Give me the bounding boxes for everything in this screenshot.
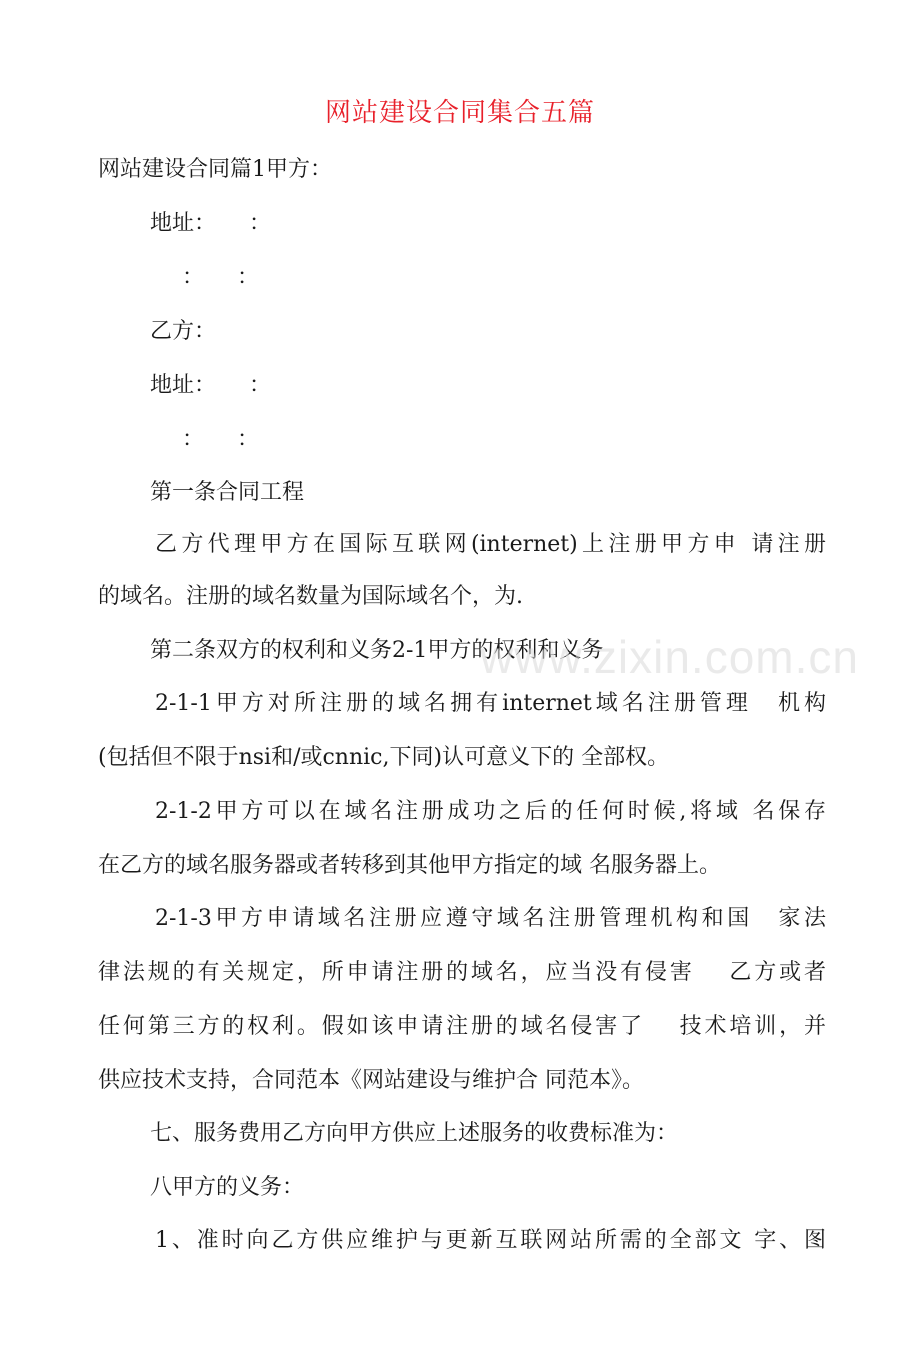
paragraph-line: (包括但不限于nsi和/或cnnic,下同)认可意义下的 全部权。	[98, 745, 670, 770]
article-seven-heading: 七、服务费用乙方向甲方供应上述服务的收费标准为：	[150, 1121, 679, 1146]
party-b-blank-line: ： ：	[182, 427, 260, 452]
paragraph-line: 2-1-1甲方对所注册的域名拥有internet域名注册管理 机构	[155, 691, 826, 716]
paragraph-line: 的域名。注册的域名数量为国际域名个，为.	[98, 584, 523, 609]
paragraph-line: 2-1-3甲方申请域名注册应遵守域名注册管理机构和国 家法	[155, 906, 826, 931]
paragraph-line: 2-1-2甲方可以在域名注册成功之后的任何时候,将域 名保存	[155, 799, 826, 824]
article-two-heading: 第二条双方的权利和义务2-1甲方的权利和义务	[150, 638, 604, 663]
paragraph-line: 乙方代理甲方在国际互联网(internet)上注册甲方申 请注册	[155, 532, 826, 557]
watermark: www.zixin.com.cn	[480, 631, 859, 683]
party-b-line: 乙方：	[150, 319, 217, 344]
paragraph-line: 1、准时向乙方供应维护与更新互联网站所需的全部文 字、图	[155, 1228, 826, 1253]
party-a-address-line: 地址： ：	[150, 211, 272, 236]
paragraph-line: 在乙方的域名服务器或者转移到其他甲方指定的域 名服务器上。	[98, 853, 721, 878]
document-title: 网站建设合同集合五篇	[324, 98, 595, 128]
contract-heading-line: 网站建设合同篇1甲方：	[98, 157, 332, 182]
party-b-address-line: 地址： ：	[150, 373, 272, 398]
paragraph-line: 任何第三方的权利。假如该申请注册的域名侵害了 技术培训，并	[98, 1014, 826, 1039]
paragraph-line: 律法规的有关规定，所申请注册的域名，应当没有侵害 乙方或者	[98, 960, 826, 985]
article-one-heading: 第一条合同工程	[150, 480, 305, 505]
article-eight-heading: 八甲方的义务：	[150, 1175, 305, 1200]
paragraph-line: 供应技术支持，合同范本《网站建设与维护合 同范本》。	[98, 1068, 644, 1093]
party-a-blank-line: ： ：	[182, 265, 260, 290]
